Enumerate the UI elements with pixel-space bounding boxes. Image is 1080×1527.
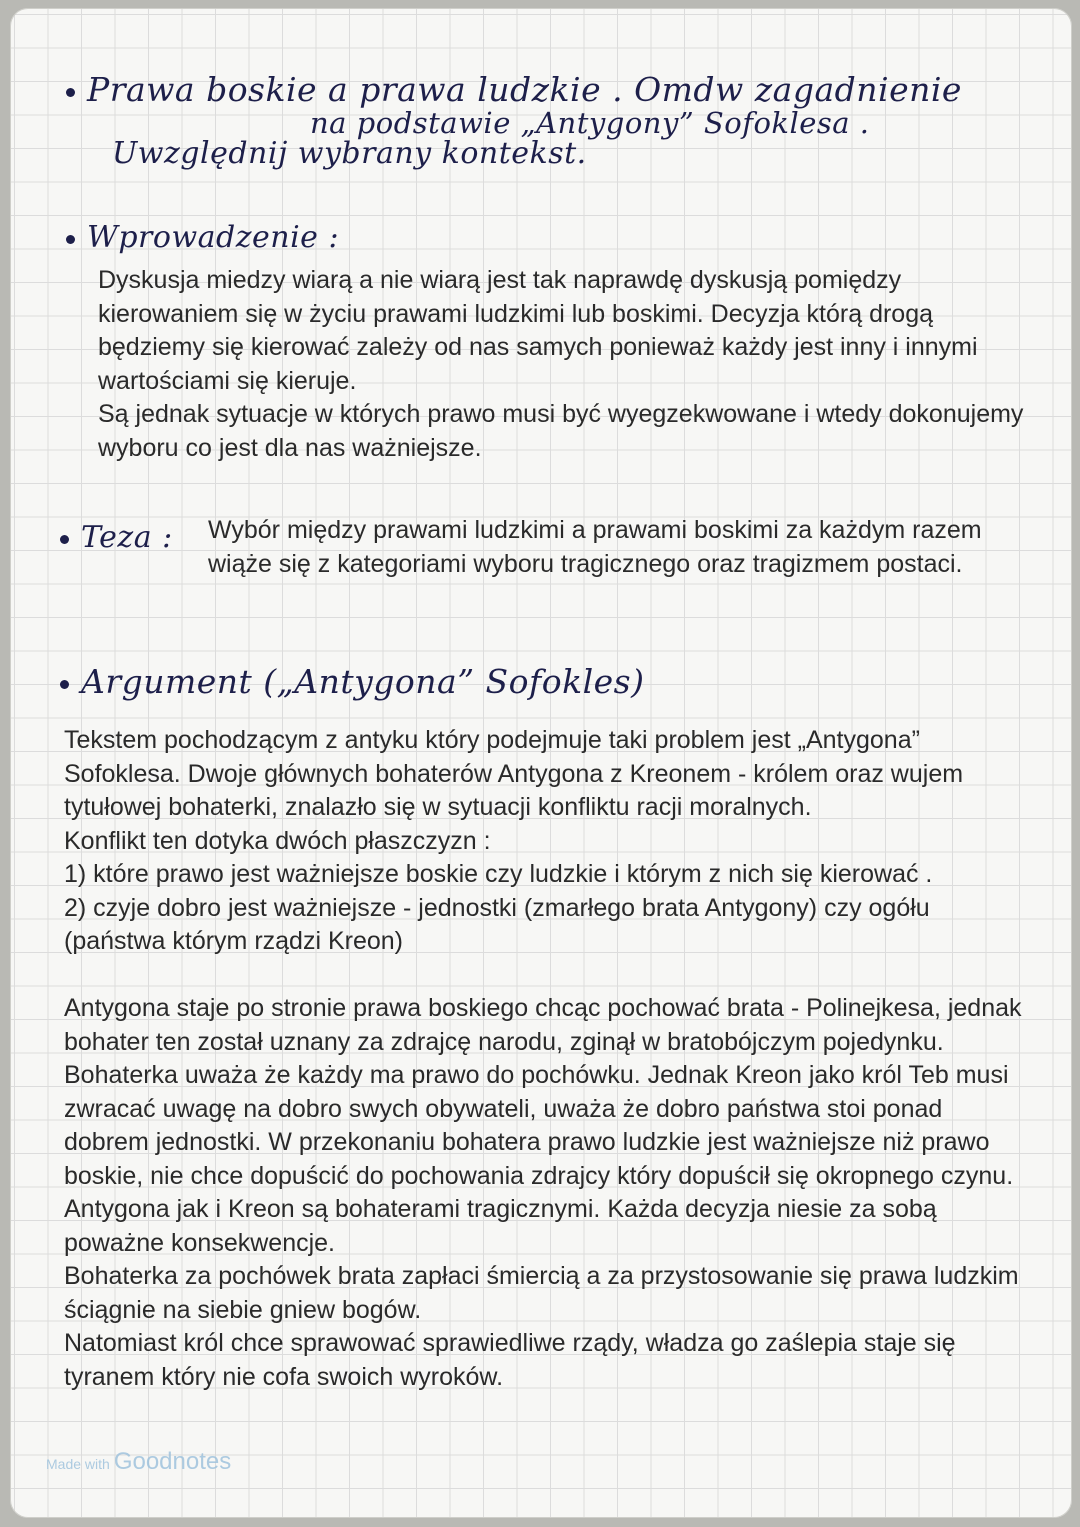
argument-paragraph-1: Tekstem pochodzącym z antyku który podejmuje taki problem jest „Antygona” Sofoklesa. Dwoje głównych bohaterów Antygona z Kreonem - królem oraz wujem tytułowej bohaterki, znalazło się w sytuacji konfliktu racji moralnych. <box>64 726 964 821</box>
intro-text <box>98 264 1028 465</box>
intro-paragraph-1: Dyskusja miedzy wiarą a nie wiarą jest tak naprawdę dyskusją pomiędzy kierowaniem się w życiu prawami ludzkimi lub boskimi. Decyzja którą drogą będziemy się kierować zależy od nas samych ponieważ każdy jest inny i innymi wartościami się kieruje. <box>98 266 978 395</box>
argument-point-2: 2) czyje dobro jest ważniejsze - jednostki (zmarłego brata Antygony) czy ogółu (państwa którym rządzi Kreon) <box>64 893 930 955</box>
argument-paragraph-6: Natomiast król chce sprawować sprawiedliwe rządy, władza go zaślepia staje się tyranem który nie cofa swoich wyroków. <box>64 1329 956 1391</box>
title-line-1: Prawa boskie a prawa ludzkie . Omdw zagadnienie <box>66 70 962 109</box>
watermark-brand: Goodnotes <box>113 1448 232 1475</box>
argument-text <box>64 724 1032 1394</box>
bullet-icon <box>60 680 69 689</box>
notebook-page <box>10 8 1072 1518</box>
bullet-icon <box>60 535 69 544</box>
thesis-paragraph: Wybór między prawami ludzkimi a prawami boskimi za każdym razem wiąże się z kategoriami wyboru tragicznego oraz tragizmem postaci. <box>208 516 982 578</box>
title-line-2: na podstawie „Antygony” Sofoklesa . <box>310 106 870 140</box>
thesis-text <box>208 514 1018 581</box>
argument-heading: Argument („Antygona” Sofokles) <box>60 662 645 701</box>
argument-paragraph-4: Antygona jak i Kreon są bohaterami tragicznymi. Każda decyzja niesie za sobą poważne konsekwencje. <box>64 1195 937 1257</box>
bullet-icon <box>66 235 75 244</box>
argument-point-1: 1) które prawo jest ważniejsze boskie czy ludzkie i którym z nich się kierować . <box>64 860 933 888</box>
watermark-prefix: Made with <box>46 1456 110 1472</box>
argument-paragraph-3: Antygona staje po stronie prawa boskiego chcąc pochować brata - Polinejkesa, jednak bohater ten został uznany za zdrajcę narodu, zginął w bratobójczym pojedynku. Bohaterka uważa że każdy ma prawo do pochówku. Jednak Kreon jako król Teb musi zwracać uwagę na dobro swych obywateli, uważa że dobro państwa stoi ponad dobrem jednostki. W przekonaniu bohatera prawo ludzkie jest ważniejsze niż prawo boskie, nie chce dopuścić do pochowania zdrajcy który dopuścił się okropnego czynu. <box>64 994 1022 1190</box>
thesis-heading: Teza : <box>60 520 173 555</box>
intro-heading: Wprowadzenie : <box>66 220 339 255</box>
bullet-icon <box>66 88 75 97</box>
title-line-3: Uwzględnij wybrany kontekst. <box>112 136 587 171</box>
argument-paragraph-2: Konflikt ten dotyka dwóch płaszczyzn : <box>64 826 491 855</box>
intro-paragraph-2: Są jednak sytuacje w których prawo musi być wyegzekwowane i wtedy dokonujemy wyboru co jest dla nas ważniejsze. <box>98 400 1024 462</box>
goodnotes-watermark <box>46 1448 231 1476</box>
argument-paragraph-5: Bohaterka za pochówek brata zapłaci śmiercią a za przystosowanie się prawa ludzkim ściągnie na siebie gniew bogów. <box>64 1262 1019 1324</box>
